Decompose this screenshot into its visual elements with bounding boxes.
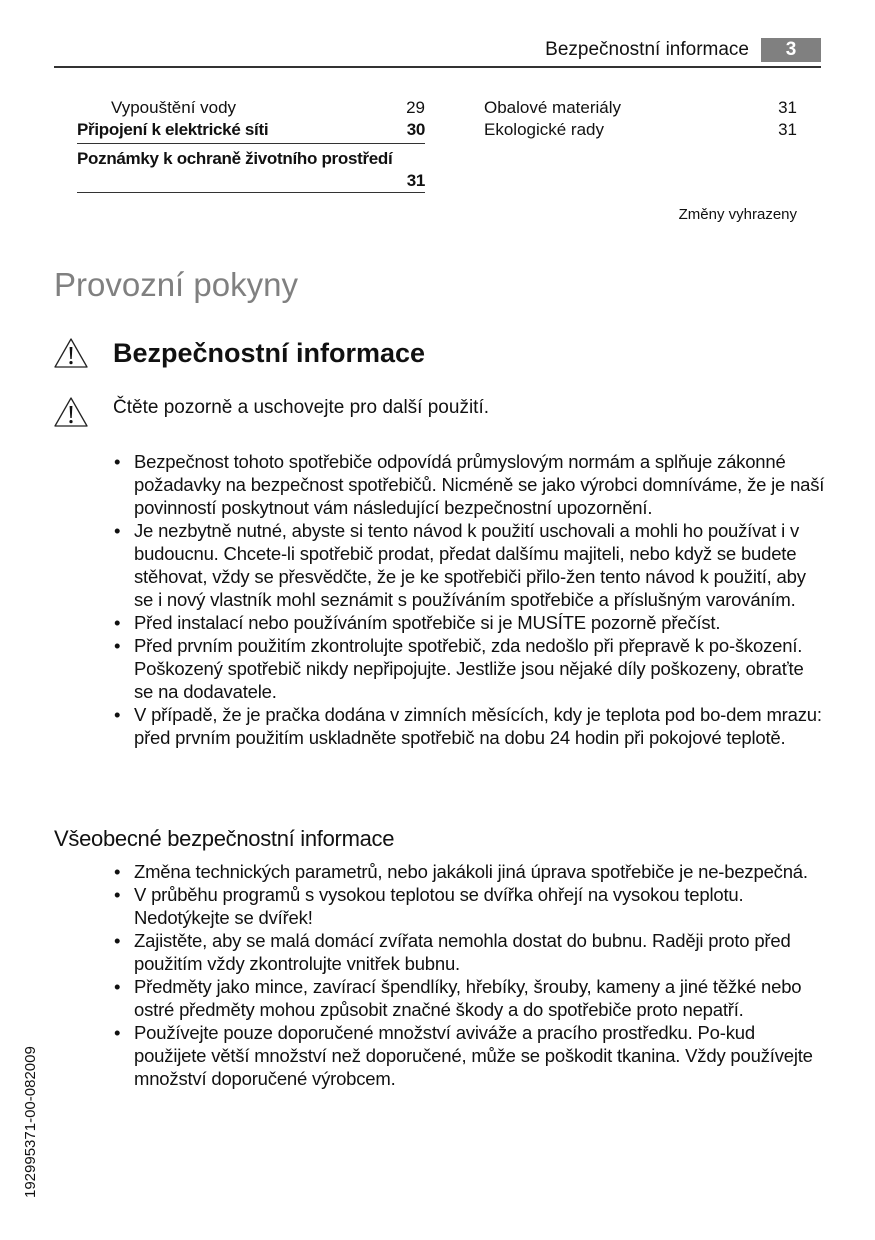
warning-icon — [53, 337, 89, 369]
bullet-item: • Bezpečnost tohoto spotřebiče odpovídá průmyslovým normám a splňuje zákonné požadavky na bezpečnost spotřebičů. Nicméně se jako výrobci domníváme, že je naší povinností poskytnout vám následující bezpečnostní upozornění. — [114, 450, 826, 519]
bullet-item: • Zajistěte, aby se malá domácí zvířata nemohla dostat do bubnu. Raději proto před použitím vždy zkontrolujte vnitřek bubnu. — [114, 929, 826, 975]
toc-entry-label: Ekologické rady — [484, 120, 605, 139]
bullet-item: • Používejte pouze doporučené množství aviváže a pracího prostředku. Po-kud použijete větší množství než doporučené, může se poškodit tkanina. Vždy používejte množství doporučené výrobcem. — [114, 1021, 826, 1090]
toc-entry[interactable] — [77, 119, 425, 144]
toc-entry-page: 29 — [406, 98, 425, 117]
document-id: 192995371-00-082009 — [22, 1046, 39, 1198]
safety-heading: Bezpečnostní informace — [113, 338, 426, 368]
toc-left-column — [77, 97, 425, 193]
safety-bullet-list — [114, 450, 826, 749]
bullet-item: • Předměty jako mince, zavírací špendlíky, hřebíky, šrouby, kameny a jiné těžké nebo ostré předměty mohou způsobit značné škody a do spotřebiče proto nepatří. — [114, 975, 826, 1021]
toc-entry[interactable] — [484, 97, 797, 119]
bullet-item: • V průběhu programů s vysokou teplotou se dvířka ohřejí na vysokou teplotu. Nedotýkejte se dvířek! — [114, 883, 826, 929]
page-number-badge: 3 — [761, 38, 821, 62]
general-safety-bullet-list — [114, 860, 826, 1090]
toc-entry[interactable] — [77, 148, 425, 193]
toc-entry-label: Poznámky k ochraně životního prostředí — [77, 149, 393, 168]
changes-reserved-note: Změny vyhrazeny — [678, 206, 797, 223]
bullet-item: • V případě, že je pračka dodána v zimních měsících, kdy je teplota pod bo-dem mrazu: před prvním použitím uskladněte spotřebič na dobu 24 hodin při pokojové teplotě. — [114, 703, 826, 749]
bullet-item: • Změna technických parametrů, nebo jakákoli jiná úprava spotřebiče je ne-bezpečná. — [114, 860, 826, 883]
bullet-item: • Před prvním použitím zkontrolujte spotřebič, zda nedošlo při přepravě k po-škození. Poškozený spotřebič nikdy nepřipojujte. Jestliže jsou nějaké díly poškozeny, obraťte se na dodavatele. — [114, 634, 826, 703]
general-safety-heading: Všeobecné bezpečnostní informace — [54, 826, 395, 851]
bullet-item: • Je nezbytně nutné, abyste si tento návod k použití uschovali a mohli ho používat i v budoucnu. Chcete-li spotřebič prodat, předat dalšímu majiteli, nebo když se budete stěhovat, vždy se přesvědčte, že je ke spotřebiči přilo-žen tento návod k použití, aby se i nový vlastník mohl seznámit s používáním spotřebiče a příslušným varováním. — [114, 519, 826, 611]
toc-entry[interactable] — [77, 97, 425, 119]
header-title: Bezpečnostní informace — [545, 39, 749, 60]
toc-entry-page: 31 — [778, 98, 797, 117]
section-title: Provozní pokyny — [54, 266, 298, 303]
toc-right-column — [484, 97, 797, 141]
toc-entry-label: Vypouštění vody — [111, 98, 237, 117]
toc-entry[interactable] — [484, 119, 797, 141]
toc-entry-page: 31 — [406, 171, 425, 190]
read-carefully-note: Čtěte pozorně a uschovejte pro další použití. — [113, 397, 490, 418]
toc-entry-label: Obalové materiály — [484, 98, 622, 117]
page-header — [54, 36, 821, 68]
warning-icon — [53, 396, 89, 428]
bullet-item: • Před instalací nebo používáním spotřebiče si je MUSÍTE pozorně přečíst. — [114, 611, 826, 634]
toc-entry-label: Připojení k elektrické síti — [77, 120, 269, 139]
toc-entry-page: 31 — [778, 120, 797, 139]
toc-entry-page: 30 — [406, 120, 425, 139]
